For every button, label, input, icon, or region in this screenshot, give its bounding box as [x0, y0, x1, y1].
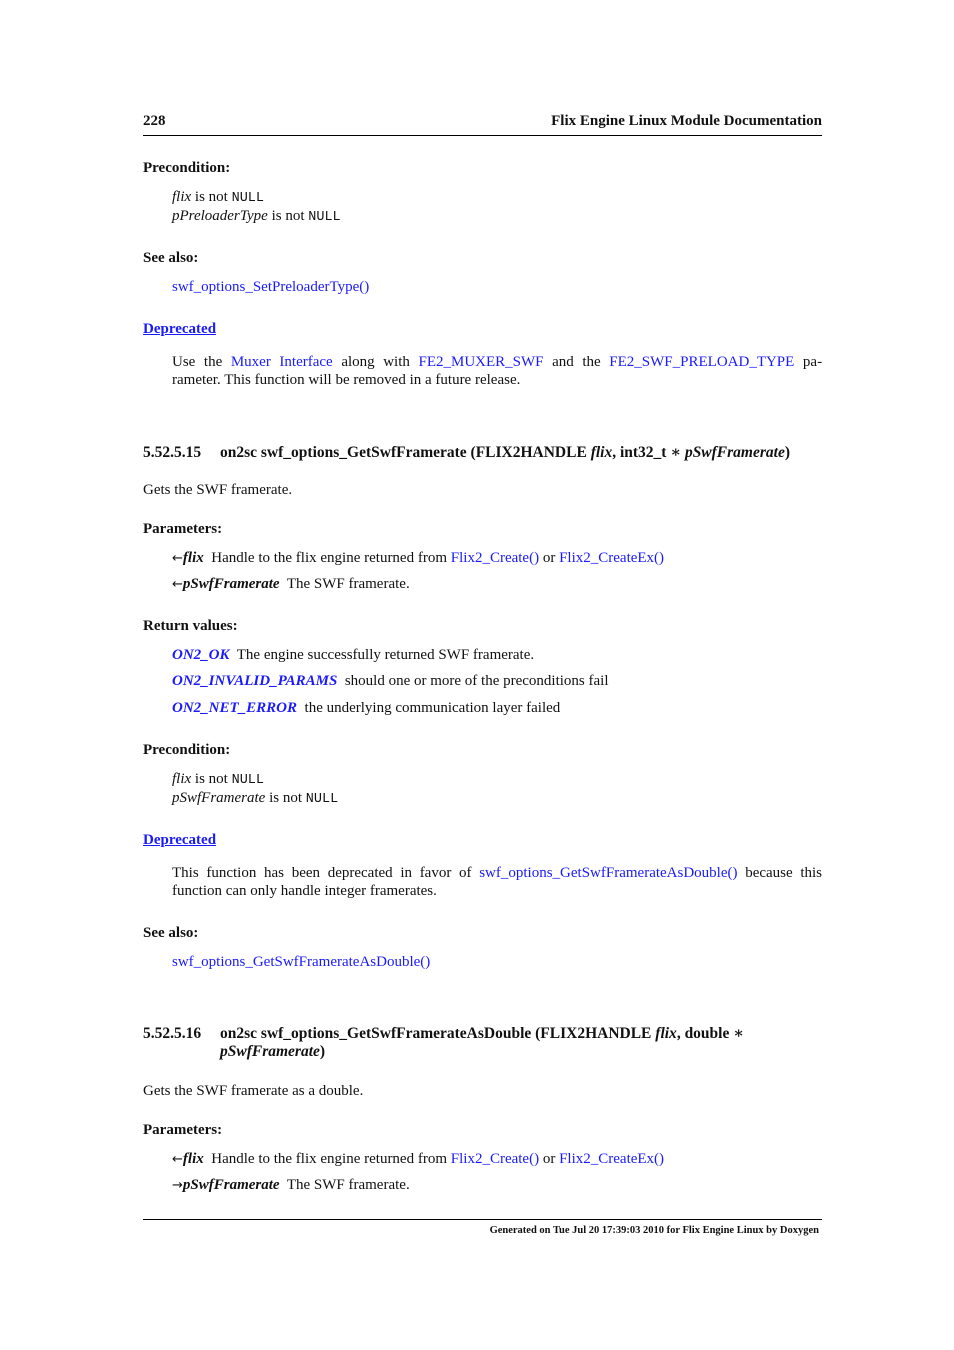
- precondition-label: Precondition:: [143, 160, 231, 176]
- flix2-createex-link[interactable]: Flix2_CreateEx(): [559, 1151, 665, 1167]
- precondition-item: [172, 790, 338, 807]
- param-name: pSwfFramerate: [172, 790, 266, 806]
- getswfframerateasdouble-link[interactable]: swf_options_GetSwfFramerateAsDouble(): [479, 865, 738, 881]
- deprecated-text-line1: [172, 353, 822, 373]
- see-also-label: See also:: [143, 250, 199, 266]
- out-arrow-icon: →: [172, 1178, 183, 1193]
- signature-text: ): [784, 444, 791, 461]
- precondition-item: [172, 771, 264, 788]
- parameters-label: Parameters:: [143, 1122, 223, 1138]
- signature-text: , int32_t ∗: [612, 444, 682, 461]
- parameter-name: flix: [182, 1151, 204, 1167]
- on2-net-error-link[interactable]: ON2_NET_ERROR: [172, 700, 298, 716]
- precondition-text: is not: [194, 189, 228, 205]
- flix2-create-link[interactable]: Flix2_Create(): [450, 550, 540, 566]
- on2-ok-link[interactable]: ON2_OK: [172, 647, 230, 663]
- signature-param: pSwfFramerate: [684, 444, 785, 461]
- param-name: pPreloaderType: [172, 208, 268, 224]
- return-values-label: Return values:: [143, 618, 238, 634]
- precondition-text: is not: [269, 790, 303, 806]
- return-value-text: should one or more of the preconditions fail: [344, 673, 609, 689]
- signature-text: on2sc swf_options_GetSwfFramerate (FLIX2HANDLE: [220, 444, 587, 461]
- parameter-text: Handle to the flix engine returned from: [211, 1151, 448, 1167]
- return-value-row: [172, 673, 609, 690]
- text-fragment: along with: [341, 354, 410, 370]
- return-value-text: the underlying communication layer failed: [304, 700, 561, 716]
- precondition-text: is not: [194, 771, 228, 787]
- parameter-text: The SWF framerate.: [286, 1177, 410, 1193]
- deprecated-text-line2: rameter. This function will be removed in a future release.: [172, 372, 521, 388]
- function-heading-continued: [220, 1043, 325, 1061]
- in-arrow-icon: ←: [172, 551, 183, 566]
- return-value-row: [172, 700, 560, 717]
- in-arrow-icon: ←: [172, 1152, 183, 1167]
- text-fragment: pa-: [802, 354, 823, 370]
- footer-rule: [143, 1219, 822, 1220]
- signature-text: , double ∗: [676, 1025, 744, 1042]
- deprecated-text-line2: function can only handle integer framerates.: [172, 883, 437, 899]
- see-also-link[interactable]: swf_options_SetPreloaderType(): [172, 279, 370, 295]
- param-name: flix: [172, 189, 192, 205]
- precondition-item: [172, 208, 341, 225]
- text-fragment: because this: [745, 865, 823, 881]
- function-heading: [143, 442, 790, 462]
- deprecated-link[interactable]: Deprecated: [143, 832, 217, 848]
- parameter-text: Handle to the flix engine returned from: [211, 550, 448, 566]
- precondition-text: is not: [271, 208, 305, 224]
- return-value-text: The engine successfully returned SWF framerate.: [236, 647, 535, 663]
- function-description: Gets the SWF framerate as a double.: [143, 1083, 364, 1099]
- signature-param: pSwfFramerate: [220, 1043, 320, 1060]
- page-number: 228: [143, 113, 166, 129]
- signature-text: ): [319, 1043, 326, 1060]
- precondition-item: [172, 189, 264, 206]
- parameter-name: pSwfFramerate: [182, 1177, 280, 1193]
- running-title: Flix Engine Linux Module Documentation: [551, 113, 822, 129]
- text-fragment: or: [542, 550, 556, 566]
- flix2-create-link[interactable]: Flix2_Create(): [450, 1151, 540, 1167]
- null-literal: NULL: [231, 191, 265, 206]
- parameter-row: [172, 550, 664, 567]
- param-name: flix: [172, 771, 192, 787]
- parameter-row: [172, 1177, 410, 1194]
- footer-text: Generated on Tue Jul 20 17:39:03 2010 for Flix Engine Linux by Doxygen: [489, 1225, 819, 1236]
- text-fragment: Use the: [172, 354, 223, 370]
- in-arrow-icon: ←: [172, 577, 183, 592]
- null-literal: NULL: [308, 210, 341, 225]
- text-fragment: This function has been deprecated in favor of: [172, 865, 472, 881]
- text-fragment: or: [542, 1151, 556, 1167]
- see-also-label: See also:: [143, 925, 199, 941]
- parameter-name: flix: [182, 550, 204, 566]
- null-literal: NULL: [231, 773, 265, 788]
- parameter-name: pSwfFramerate: [182, 576, 280, 592]
- flix2-createex-link[interactable]: Flix2_CreateEx(): [559, 550, 665, 566]
- function-description: Gets the SWF framerate.: [143, 482, 293, 498]
- signature-param: flix: [590, 444, 613, 461]
- return-value-row: [172, 647, 534, 664]
- parameter-row: [172, 1151, 664, 1168]
- fe2-muxer-swf-link[interactable]: FE2_MUXER_SWF: [418, 354, 544, 370]
- fe2-swf-preload-type-link[interactable]: FE2_SWF_PRELOAD_TYPE: [609, 354, 795, 370]
- header-rule: [143, 135, 822, 136]
- precondition-label: Precondition:: [143, 742, 231, 758]
- muxer-interface-link[interactable]: Muxer Interface: [230, 354, 333, 370]
- see-also-link[interactable]: swf_options_GetSwfFramerateAsDouble(): [172, 954, 431, 970]
- section-number: 5.52.5.15: [143, 444, 202, 461]
- text-fragment: and the: [552, 354, 601, 370]
- section-number: 5.52.5.16: [143, 1025, 202, 1042]
- deprecated-link[interactable]: Deprecated: [143, 321, 217, 337]
- parameter-text: The SWF framerate.: [286, 576, 410, 592]
- signature-text: on2sc swf_options_GetSwfFramerateAsDouble (FLIX2HANDLE: [220, 1025, 652, 1042]
- null-literal: NULL: [305, 792, 339, 807]
- on2-invalid-params-link[interactable]: ON2_INVALID_PARAMS: [172, 673, 338, 689]
- parameters-label: Parameters:: [143, 521, 223, 537]
- function-heading: [143, 1023, 744, 1043]
- deprecated-text-line1: [172, 864, 822, 884]
- signature-param: flix: [655, 1025, 677, 1042]
- parameter-row: [172, 576, 410, 593]
